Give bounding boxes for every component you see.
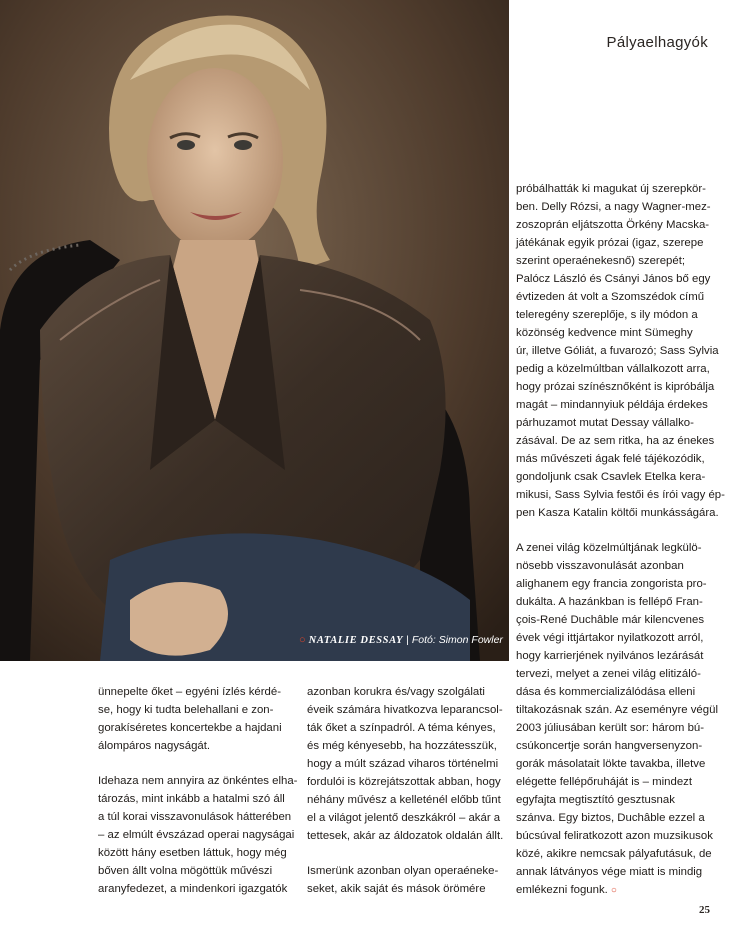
text-line: párhuzamot mutat Dessay vállalko- bbox=[516, 417, 694, 429]
text-line: magát – mindannyiuk példája érdekes bbox=[516, 399, 708, 411]
text-line: gorák másolatait lökte tavakba, illetve bbox=[516, 758, 706, 770]
text-line: se, hogy ki tudta belehallani e zon- bbox=[98, 704, 274, 716]
text-line: álompáros nagyságát. bbox=[98, 740, 211, 752]
article-paragraph bbox=[307, 683, 507, 845]
text-line: között hány esetben láttuk, hogy még bbox=[98, 847, 287, 859]
text-line: aranyfedezet, a mindenkori igazgatók bbox=[98, 883, 288, 895]
text-line: tervezi, melyet a zenei világ elitizáló- bbox=[516, 668, 701, 680]
text-line: pedig a közelmúltban vállalkozott arra, bbox=[516, 363, 710, 375]
text-line: évtizeden át volt a Szomszédok című bbox=[516, 291, 705, 303]
text-line: alighanem egy francia zongorista pro- bbox=[516, 578, 707, 590]
text-line: mikusi, Sass Sylvia festői és írói vagy ép- bbox=[516, 489, 725, 501]
text-line: hogy a múlt század viharos történelmi bbox=[307, 758, 499, 770]
text-line: azonban korukra és/vagy szolgálati bbox=[307, 686, 485, 698]
photo-credit: Fotó: Simon Fowler bbox=[411, 634, 503, 646]
article-column-right bbox=[516, 180, 726, 917]
text-line: ünnepelte őket – egyéni ízlés kérdé- bbox=[98, 686, 282, 698]
article-paragraph bbox=[98, 772, 303, 898]
caption-separator: | bbox=[406, 634, 409, 646]
text-line: – az elmúlt évszázad operai nagyságai bbox=[98, 829, 295, 841]
text-line: teleregény szereplője, s ily módon a bbox=[516, 309, 698, 321]
text-line: nösebb visszavonulását azonban bbox=[516, 560, 684, 572]
text-line: A zenei világ közelmúltjának legkülö- bbox=[516, 542, 702, 554]
text-line: fordulói is közrejátszottak abban, hogy bbox=[307, 776, 501, 788]
text-line: Palócz László és Csányi János bő egy bbox=[516, 273, 711, 285]
caption-name: NATALIE DESSAY bbox=[308, 635, 404, 646]
text-line: közönség kedvence mint Sümeghy bbox=[516, 327, 693, 339]
text-line: Ismerünk azonban olyan operaéneke- bbox=[307, 865, 499, 877]
text-line: tiltakozásnak szán. Az eseményre végül bbox=[516, 704, 718, 716]
text-line: próbálhatták ki magukat új szerepkör- bbox=[516, 183, 706, 195]
text-line: és még kényesebb, ha hozzátesszük, bbox=[307, 740, 497, 752]
caption-marker-icon: ○ bbox=[299, 634, 306, 646]
article-paragraph bbox=[516, 180, 726, 522]
photo-caption bbox=[299, 634, 504, 646]
text-line: gorakíséretes koncertekbe a hajdani bbox=[98, 722, 282, 734]
text-line: a túl korai visszavonulások hátterében bbox=[98, 811, 292, 823]
text-line: szerint operaénekesnő) szerepét; bbox=[516, 255, 686, 267]
text-line: tározás, mint inkább a hatalmi szó áll bbox=[98, 793, 285, 805]
text-line: csúkoncertje során hangversenyzon- bbox=[516, 740, 703, 752]
text-line: szánva. Egy biztos, Duchâble ezzel a bbox=[516, 812, 705, 824]
article-column-left bbox=[98, 683, 303, 915]
text-line: çois-René Duchâble már kilencvenes bbox=[516, 614, 705, 626]
text-line: zoszoprán eljátszotta Örkény Macska- bbox=[516, 219, 710, 231]
text-line: más művészeti ágak felé tájékozódik, bbox=[516, 453, 705, 465]
text-line: gondoljunk csak Csavlek Etelka kera- bbox=[516, 471, 706, 483]
text-line: úr, illetve Góliát, a fuvarozó; Sass Sylvia bbox=[516, 345, 719, 357]
text-line: ben. Delly Rózsi, a nagy Wagner-mez- bbox=[516, 201, 711, 213]
text-line: Idehaza nem annyira az önkéntes elha- bbox=[98, 775, 298, 787]
text-line: hogy karrierjének nyilvános lezárását bbox=[516, 650, 704, 662]
section-title: Pályaelhagyók bbox=[606, 34, 708, 51]
text-line: 2003 júliusában került sor: három bú- bbox=[516, 722, 705, 734]
text-line: dása és kommercializálódása elleni bbox=[516, 686, 696, 698]
text-line: ták őket a színpadról. A téma kényes, bbox=[307, 722, 496, 734]
text-line: annak látványos vége miatt is mindig bbox=[516, 866, 703, 878]
end-marker-icon: ○ bbox=[610, 885, 617, 896]
portrait-image bbox=[0, 0, 509, 661]
article-paragraph bbox=[516, 539, 726, 900]
text-line: pen Kasza Katalin költői munkásságára. bbox=[516, 507, 719, 519]
article-column-middle bbox=[307, 683, 507, 915]
article-paragraph bbox=[98, 683, 303, 755]
text-line: játékának egyik prózai (igaz, szerepe bbox=[516, 237, 704, 249]
page-number: 25 bbox=[699, 904, 710, 916]
text-line: bőven állt volna mögöttük művészi bbox=[98, 865, 273, 877]
text-line: dukálta. A hazánkban is fellépő Fran- bbox=[516, 596, 703, 608]
text-line: seket, akik saját és mások örömére bbox=[307, 883, 486, 895]
text-line: éveik számára hivatkozva leparancsol- bbox=[307, 704, 503, 716]
text-line: zásával. De az sem ritka, ha az énekes bbox=[516, 435, 715, 447]
article-paragraph bbox=[307, 862, 507, 898]
text-line: el a világot jelentő deszkákról – akár a bbox=[307, 812, 501, 824]
text-line: emlékezni fogunk. ○ bbox=[516, 884, 617, 896]
text-line: közé, akikre nemcsak pályafutásuk, de bbox=[516, 848, 712, 860]
text-line: egyfajta megtisztító gesztusnak bbox=[516, 794, 675, 806]
text-line: évek végi ittjártakor nyilatkozott arról, bbox=[516, 632, 704, 644]
portrait-photo bbox=[0, 0, 509, 661]
text-line: tettesek, akár az áldozatok oldalán állt. bbox=[307, 830, 504, 842]
text-line: néhány művész a kelleténél előbb tűnt bbox=[307, 794, 501, 806]
text-line: elégette fellépőruháját is – mindezt bbox=[516, 776, 693, 788]
text-line: búcsúval feliratkozott azon muzsikusok bbox=[516, 830, 713, 842]
text-line: hogy prózai színésznőként is kipróbálja bbox=[516, 381, 715, 393]
